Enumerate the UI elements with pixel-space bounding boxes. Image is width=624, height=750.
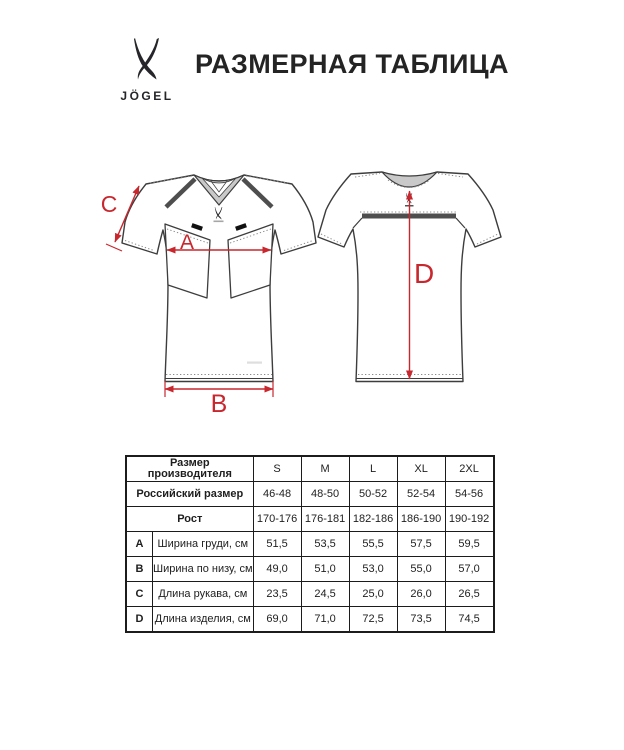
table-row (126, 456, 494, 482)
page-title: РАЗМЕРНАЯ ТАБЛИЦА (195, 49, 509, 79)
value-cell: 59,5 (445, 532, 494, 557)
table-row (126, 582, 494, 607)
measure-letter: A (126, 532, 153, 557)
value-cell: 54-56 (445, 482, 494, 507)
value-cell: 53,5 (301, 532, 349, 557)
size-cell: 2XL (445, 456, 494, 482)
value-cell: 51,5 (253, 532, 301, 557)
value-cell: 176-181 (301, 507, 349, 532)
value-cell: 57,0 (445, 557, 494, 582)
measure-letter: C (126, 582, 153, 607)
table-row (126, 607, 494, 633)
row-header: Рост (126, 507, 253, 532)
value-cell: 74,5 (445, 607, 494, 633)
value-cell: 73,5 (397, 607, 445, 633)
measure-letter: D (126, 607, 153, 633)
brand-logo (112, 38, 182, 103)
value-cell: 50-52 (349, 482, 397, 507)
jogel-logo-icon (132, 38, 162, 80)
size-diagram (60, 150, 570, 440)
size-cell: L (349, 456, 397, 482)
value-cell: 53,0 (349, 557, 397, 582)
value-cell: 46-48 (253, 482, 301, 507)
value-cell: 26,0 (397, 582, 445, 607)
value-cell: 49,0 (253, 557, 301, 582)
value-cell: 71,0 (301, 607, 349, 633)
value-cell: 25,0 (349, 582, 397, 607)
table-row (126, 482, 494, 507)
value-cell: 186-190 (397, 507, 445, 532)
bottom-width-letter: B (210, 390, 228, 418)
front-shirt-drawing (122, 175, 316, 382)
value-cell: 182-186 (349, 507, 397, 532)
value-cell: 48-50 (301, 482, 349, 507)
value-cell: 55,5 (349, 532, 397, 557)
table-row (126, 557, 494, 582)
table-row (126, 507, 494, 532)
measure-label: Длина изделия, см (153, 607, 254, 633)
measure-label: Длина рукава, см (153, 582, 254, 607)
measure-letter: B (126, 557, 153, 582)
chest-width-letter: A (179, 231, 195, 254)
value-cell: 190-192 (445, 507, 494, 532)
front-watermark (247, 362, 262, 364)
value-cell: 57,5 (397, 532, 445, 557)
row-header: Размер производителя (126, 456, 253, 482)
size-cell: M (301, 456, 349, 482)
value-cell: 23,5 (253, 582, 301, 607)
size-cell: XL (397, 456, 445, 482)
value-cell: 51,0 (301, 557, 349, 582)
value-cell: 26,5 (445, 582, 494, 607)
value-cell: 24,5 (301, 582, 349, 607)
brand-name: JÖGEL (120, 89, 174, 103)
garment-length-letter: D (414, 258, 435, 289)
sleeve-length-letter: C (100, 191, 118, 217)
value-cell: 170-176 (253, 507, 301, 532)
measure-label: Ширина груди, см (153, 532, 254, 557)
row-header: Российский размер (126, 482, 253, 507)
size-cell: S (253, 456, 301, 482)
value-cell: 72,5 (349, 607, 397, 633)
value-cell: 69,0 (253, 607, 301, 633)
size-table (125, 455, 495, 633)
table-row (126, 532, 494, 557)
measure-label: Ширина по низу, см (153, 557, 254, 582)
value-cell: 55,0 (397, 557, 445, 582)
value-cell: 52-54 (397, 482, 445, 507)
